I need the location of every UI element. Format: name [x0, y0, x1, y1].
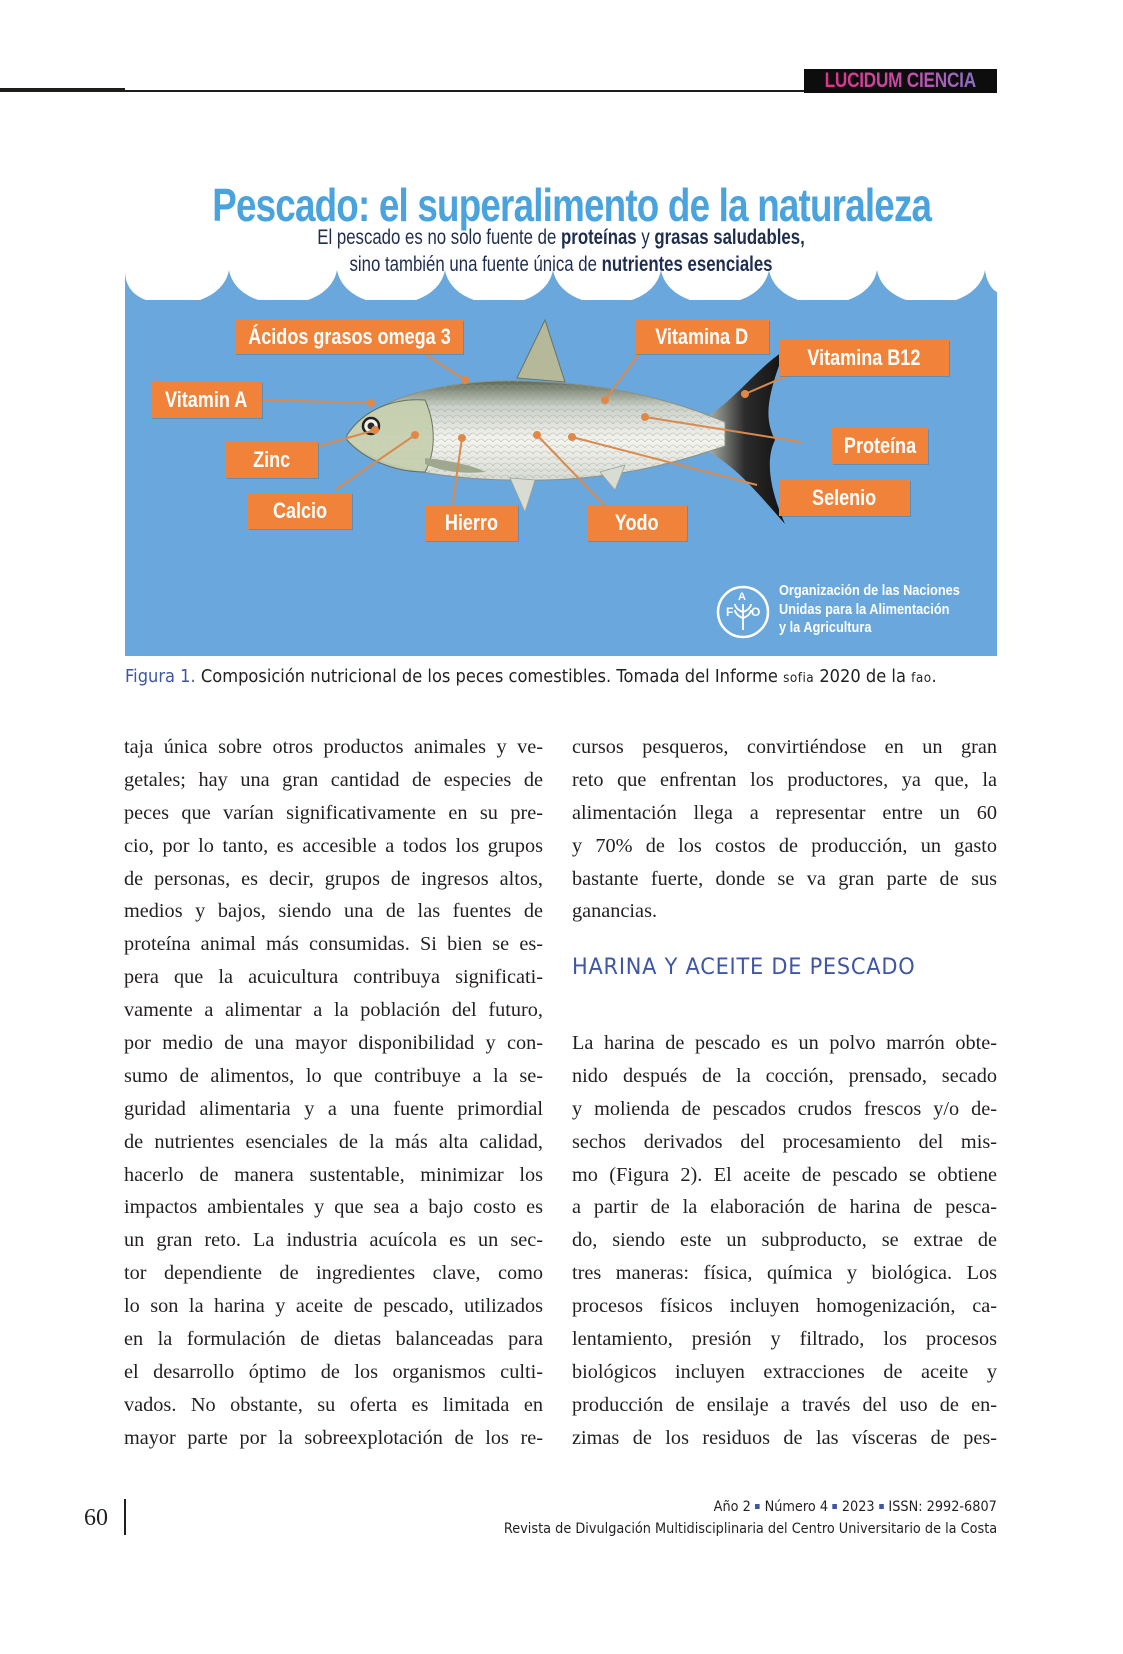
body-text-line: biológicos incluyen extracciones de aceite y [572, 1360, 997, 1383]
caption-text: 2020 de la [814, 667, 912, 687]
body-text-line: sechos derivados del procesamiento del mis- [572, 1130, 997, 1153]
body-text-line: hacerlo de manera sustentable, minimizar los [124, 1163, 543, 1186]
svg-text:A: A [738, 591, 746, 603]
bullet-square-icon [879, 1504, 884, 1509]
body-text-line: producción de ensilaje a través del uso de en- [572, 1393, 997, 1416]
subtitle-bold-proteinas: proteínas [561, 226, 637, 249]
fao-line-1: Organización de las Naciones [779, 583, 960, 599]
body-text-line: y 70% de los costos de producción, un gasto [572, 834, 997, 857]
fao-name [779, 582, 960, 638]
body-text-line: procesos físicos incluyen homogenización, ca- [572, 1295, 997, 1318]
label-vitamina-b12 [779, 340, 949, 376]
figure-infographic [125, 160, 997, 656]
label-omega3 [235, 320, 463, 354]
fao-credit [715, 580, 995, 644]
body-text-line: sumo de alimentos, lo que contribuye a la se- [124, 1064, 543, 1087]
body-text-line: La harina de pescado es un polvo marrón obte- [572, 1032, 997, 1054]
section-heading: HARINA Y ACEITE DE PESCADO [572, 955, 916, 980]
body-text-line: pera que la acuicultura contribuya significati- [124, 966, 543, 989]
body-column-left [124, 731, 543, 1455]
body-text-line: do, siendo este un subproducto, se extrae de [572, 1229, 997, 1252]
label-text: Vitamin A [165, 387, 248, 412]
body-text-line: un gran reto. La industria acuícola es un sec- [124, 1229, 543, 1252]
body-text-line: por medio de una mayor disponibilidad y con- [124, 1032, 543, 1055]
issue-number: Número 4 [764, 1499, 829, 1515]
label-text: Ácidos grasos omega 3 [247, 324, 451, 349]
body-text-line: lentamiento, presión y filtrado, los procesos [572, 1328, 997, 1351]
subtitle-bold-grasas: grasas saludables, [654, 226, 805, 249]
body-text-line: lo son la harina y aceite de pescado, utilizados [124, 1295, 543, 1318]
magazine-tag [804, 69, 997, 93]
body-text-line: mo (Figura 2). El aceite de pescado se obtiene [572, 1163, 997, 1186]
subtitle-bold-nutrientes: nutrientes esenciales [601, 253, 773, 276]
body-text-line: zimas de los residuos de las vísceras de pes- [572, 1426, 997, 1449]
label-text: Selenio [812, 485, 877, 510]
body-column-right-top [572, 731, 997, 928]
caption-text: Composición nutricional de los peces comestibles. Tomada del Informe [195, 667, 784, 687]
body-text-line: alimentación llega a representar entre un 60 [572, 801, 997, 824]
body-text-line: de nutrientes esenciales de la más alta calidad, [124, 1130, 543, 1153]
body-text-line: y molienda de pescados crudos frescos y/o de- [572, 1097, 997, 1120]
label-text: Proteína [843, 433, 917, 458]
body-text-line: cursos pesqueros, convirtiéndose en un gran [572, 736, 997, 758]
body-text-line: en la formulación de dietas balanceadas para [124, 1328, 543, 1351]
label-yodo [587, 505, 687, 541]
label-text: Yodo [615, 510, 659, 535]
body-text-line: vamente a alimentar a la población del futuro, [124, 999, 543, 1022]
body-column-right-bottom [572, 1027, 997, 1455]
bullet-square-icon [756, 1504, 761, 1509]
label-zinc [226, 442, 318, 478]
figure-caption [125, 667, 962, 687]
issue-date: 2023 [841, 1499, 875, 1515]
label-vitamina-d [635, 320, 769, 354]
body-text-line: bastante fuerte, donde se va gran parte de sus [572, 867, 997, 890]
fao-line-3: y la Agricultura [779, 620, 872, 636]
subtitle-text: y [636, 226, 655, 249]
page-number: 60 [84, 1505, 108, 1531]
body-text-line: nido después de la cocción, prensado, secado [572, 1064, 997, 1087]
label-hierro [425, 505, 518, 541]
caption-sofia: sofia [783, 671, 815, 686]
subtitle-text: El pescado es no solo fuente de [317, 226, 562, 249]
body-text-line: guridad alimentaria y a una fuente primordial [124, 1097, 543, 1120]
body-text-line: vados. No obstante, su oferta es limitada en [124, 1393, 543, 1416]
magazine-tag-text: LUCIDUM CIENCIA [824, 69, 977, 92]
label-text: Vitamina B12 [807, 345, 921, 370]
body-text-line: getales; hay una gran cantidad de especies de [124, 768, 543, 791]
svg-text:O: O [751, 605, 761, 619]
label-text: Vitamina D [655, 324, 749, 349]
label-selenio [779, 480, 910, 516]
issue-issn: ISSN: 2992-6807 [888, 1499, 997, 1515]
body-text-line: proteína animal más consumidas. Si bien se es- [124, 933, 543, 956]
body-text-line: mayor parte por la sobreexplotación de los re- [124, 1426, 543, 1449]
issue-info [714, 1499, 997, 1515]
label-vitamin-a [151, 382, 262, 418]
body-text-line: de personas, es decir, grupos de ingresos altos, [124, 867, 543, 890]
body-text-line: a partir de la elaboración de harina de pesca- [572, 1196, 997, 1219]
label-proteina [832, 428, 928, 464]
body-text-line: tor dependiente de ingredientes clave, como [124, 1262, 543, 1285]
fao-logo-icon [715, 584, 771, 640]
page-number-divider [124, 1499, 126, 1535]
body-text-line: impactos ambientales y que sea a bajo costo es [124, 1196, 543, 1219]
issue-year: Año 2 [713, 1499, 751, 1515]
body-text-line: medios y bajos, siendo una de las fuentes de [124, 900, 543, 923]
fao-line-2: Unidas para la Alimentación [779, 601, 950, 618]
figure-label: Figura 1. [125, 667, 196, 687]
label-text: Zinc [253, 447, 291, 472]
label-calcio [248, 493, 352, 529]
body-text-line: tres maneras: física, química y biológica. Los [572, 1262, 997, 1285]
body-text-line: peces que varían significativamente en su pre- [124, 801, 543, 824]
body-text-line: reto que enfrentan los productores, ya que, la [572, 768, 997, 791]
body-text-line: cio, por lo tanto, es accesible a todos los grupos [124, 834, 543, 857]
label-text: Hierro [444, 510, 499, 535]
body-text-line: taja única sobre otros productos animales y ve- [124, 736, 543, 758]
caption-text: . [931, 667, 937, 687]
label-text: Calcio [272, 498, 328, 523]
body-text-line: el desarrollo óptimo de los organismos culti- [124, 1360, 543, 1383]
subtitle-text: sino también una fuente única de [349, 253, 602, 276]
bullet-square-icon [833, 1504, 838, 1509]
caption-fao: fao [911, 671, 932, 686]
journal-name: Revista de Divulgación Multidisciplinaria del Centro Universitario de la Costa [503, 1521, 997, 1537]
svg-text:F: F [726, 605, 734, 619]
infographic-title: Pescado: el superalimento de la naturaleza [212, 179, 932, 231]
body-text-line: ganancias. [572, 900, 658, 923]
